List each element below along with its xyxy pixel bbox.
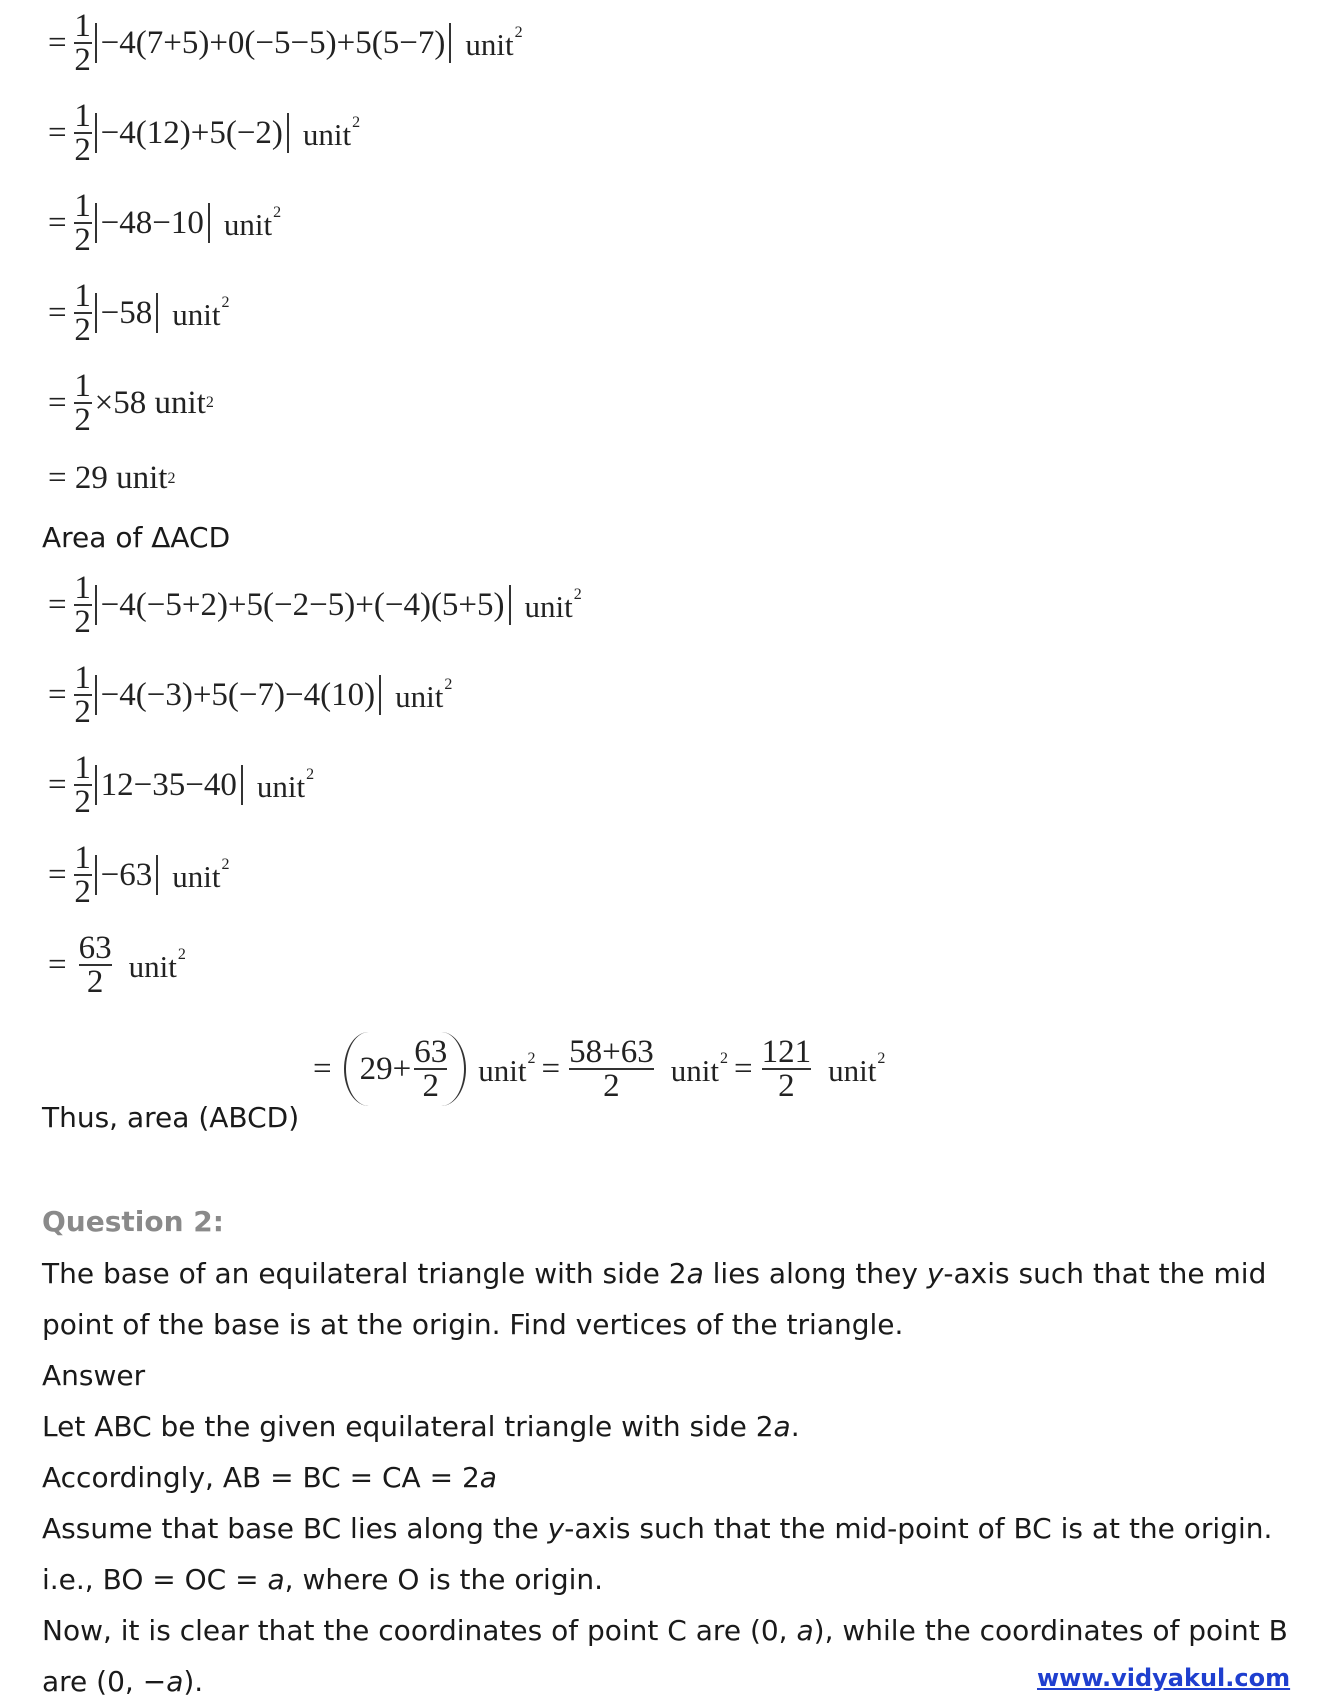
- question-line-1: The base of an equilateral triangle with side 2a lies along they y-axis such that the mid: [42, 1257, 1267, 1290]
- math-step-abc-2: = 1 2 −4(12)+5(−2) unit$^2$: [48, 98, 361, 168]
- answer-line-3: Assume that base BC lies along the y-axis such that the mid-point of BC is at the origin.: [42, 1512, 1273, 1545]
- math-step-acd-2: = 1 2 −4(−3)+5(−7)−4(10) unit$^2$: [48, 660, 453, 730]
- answer-label: Answer: [42, 1359, 146, 1392]
- question-line-2: point of the base is at the origin. Find vertices of the triangle.: [42, 1308, 904, 1341]
- math-step-acd-3: = 1 2 12−35−40 unit$^2$: [48, 750, 315, 820]
- math-step-abc-5: = 1 2 ×58 unit 2: [48, 368, 214, 438]
- thus-label: Thus, area (ABCD): [42, 1101, 300, 1134]
- answer-line-2: Accordingly, AB = BC = CA = 2a: [42, 1461, 497, 1494]
- math-step-abc-3: = 1 2 −48−10 unit$^2$: [48, 188, 282, 258]
- math-total: = 29+ 63 2 unit$^2$ = 58+63 2 unit$^2$ = 121 2 unit$^2$: [313, 1034, 886, 1104]
- answer-line-6: are (0, −a).: [42, 1665, 204, 1698]
- vidyakul-link[interactable]: www.vidyakul.com: [1037, 1664, 1291, 1692]
- math-step-acd-final: = 63 2 unit$^2$: [48, 930, 186, 1000]
- answer-line-1: Let ABC be the given equilateral triangle with side 2a.: [42, 1410, 800, 1443]
- question-heading: Question 2:: [42, 1205, 224, 1238]
- answer-line-4: i.e., BO = OC = a, where O is the origin.: [42, 1563, 604, 1596]
- math-step-acd-4: = 1 2 −63 unit$^2$: [48, 840, 230, 910]
- math-step-acd-1: = 1 2 −4(−5+2)+5(−2−5)+(−4)(5+5) unit$^2$: [48, 570, 582, 640]
- math-step-abc-4: = 1 2 −58 unit$^2$: [48, 278, 230, 348]
- answer-line-5: Now, it is clear that the coordinates of point C are (0, a), while the coordinates of point B: [42, 1614, 1288, 1647]
- math-step-abc-result: = 29 unit 2: [48, 460, 176, 496]
- math-step-abc-1: = 1 2 −4(7+5)+0(−5−5)+5(5−7) unit$^2$: [48, 8, 523, 78]
- acd-heading: Area of ΔACD: [42, 521, 231, 554]
